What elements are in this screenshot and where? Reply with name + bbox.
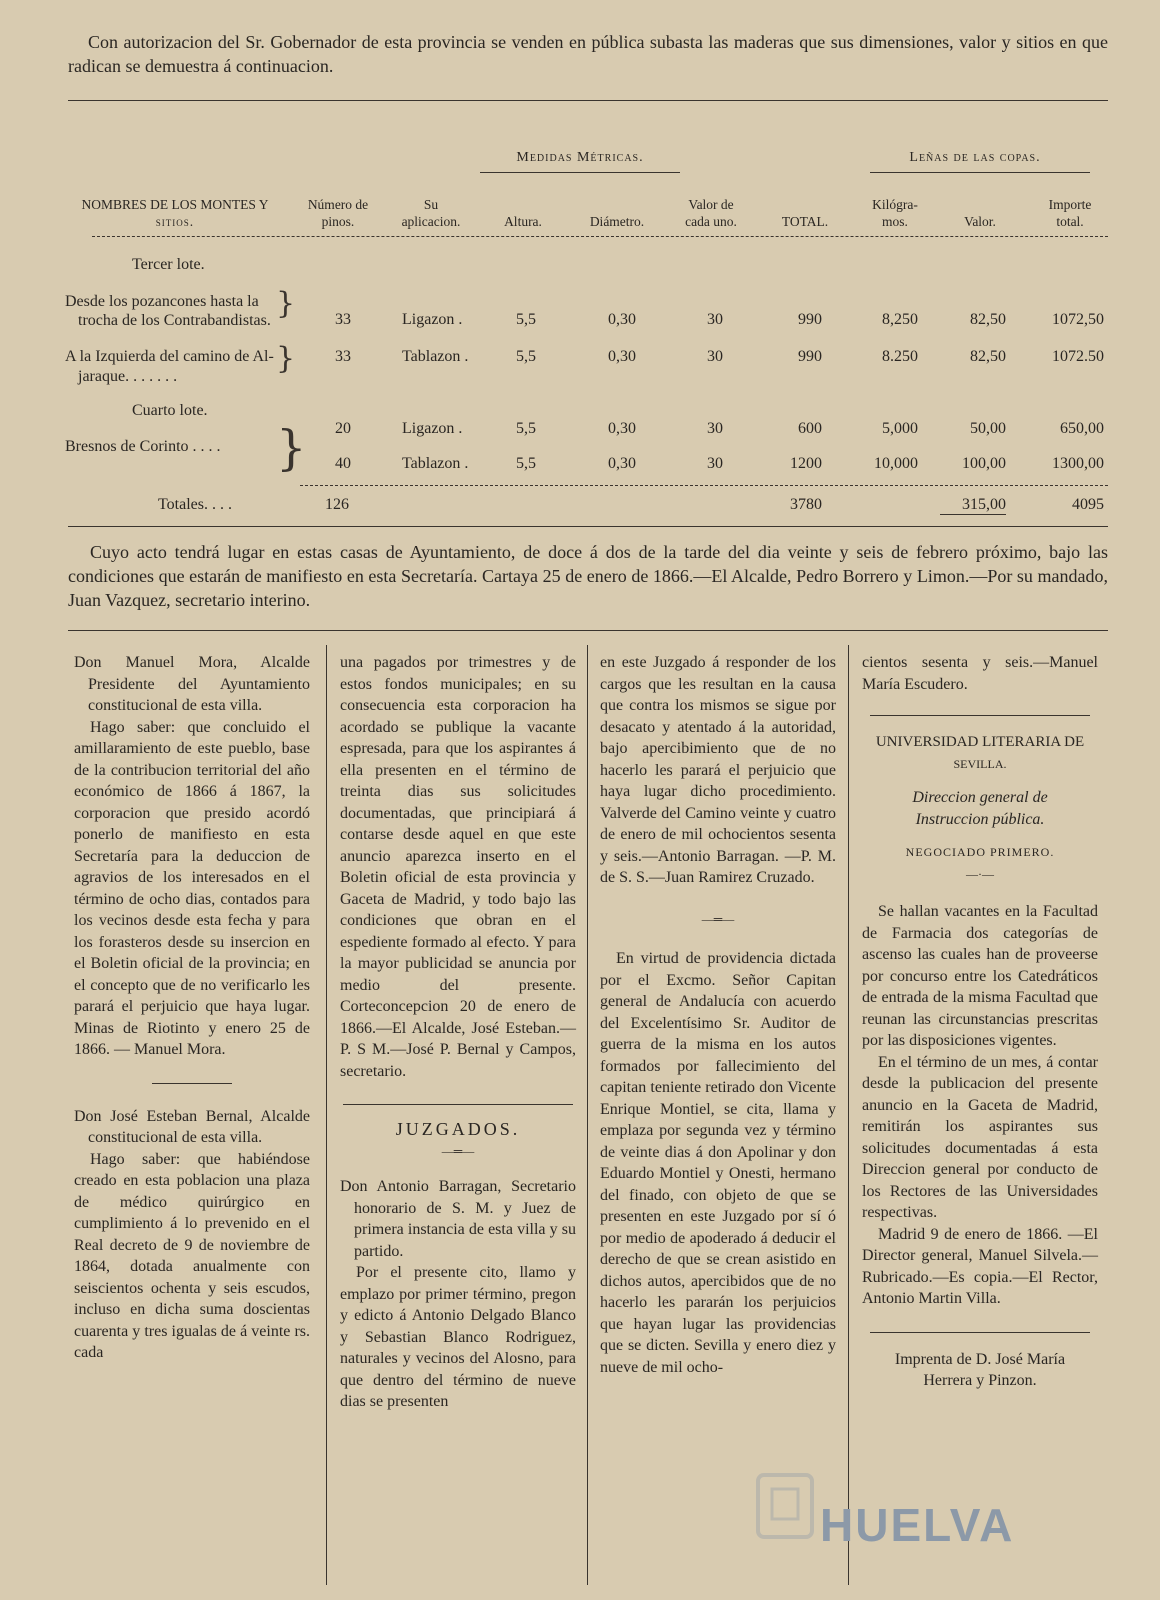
row2-valor: 30 — [707, 348, 723, 365]
edict-mora-body: Hago saber: que concluido el amillaramiento de este pueblo, base de la contribucion territorial del año económico de 1866 á 1867, la corporacion que presido acordó ponerlo de manifiesto en esta Secretaría para la deduccion de agravios de los interesados en el término de ocho dias, contados para los vecinos desde esta fecha y para los forasteros desde su insercion en el Boletin oficial de la provincia; en el concepto que de no verificarlo les parará el perjuicio que haya lugar. Minas de Riotinto y enero 25 de 1866. — Manuel Mora. — [74, 718, 310, 1058]
row1-importe: 1072,50 — [1052, 311, 1104, 328]
table-bottom-rule — [68, 526, 1108, 527]
header-importe-total: Importe total. — [1048, 197, 1092, 229]
escudero-signature: cientos sesenta y seis.—Manuel María Escudero. — [862, 654, 1098, 693]
row4-aplicacion: Tablazon . — [402, 455, 469, 472]
row3-pinos: 20 — [335, 420, 351, 437]
facultad-farmacia-body-1: Se hallan vacantes en la Facultad de Farmacia dos categorías de ascenso las cuales han de proveerse por concurso entre los Catedráticos de entrada de la misma Facultad que reunan las circunstancias prescritas por las disposiciones vigentes. — [862, 903, 1098, 1049]
column-2 — [340, 652, 576, 1413]
universidad-title: UNIVERSIDAD LITERARIA DE — [875, 734, 1085, 750]
header-aplicacion: Su aplicacion. — [401, 197, 461, 229]
header-total: TOTAL. — [781, 214, 829, 229]
header-diametro: Diámetro. — [589, 214, 645, 229]
row1-valor-lena: 82,50 — [970, 311, 1006, 328]
edict-separator — [152, 1083, 232, 1084]
juzgados-ornament: —═— — [441, 1143, 475, 1158]
row3-total: 600 — [798, 420, 822, 437]
header-underline — [92, 236, 1108, 237]
row4-total: 1200 — [790, 455, 822, 472]
section-rule — [68, 630, 1108, 631]
facultad-farmacia-body-2: En el término de un mes, á contar desde la publicacion del presente anuncio en la Gaceta de Madrid, remitirán los aspirantes sus solicitudes documentadas á esta Direccion general por conducto de los Rectores de las Universidades respectivas. — [862, 1053, 1098, 1221]
edict-ornament: —═— — [701, 911, 735, 926]
group-lenas-copas: Leñas de las copas. — [909, 150, 1041, 165]
row1-kilos: 8,250 — [882, 311, 918, 328]
row1-altura: 5,5 — [516, 311, 536, 328]
row2-diametro: 0,30 — [608, 348, 636, 365]
intro-rule — [68, 100, 1108, 101]
row4-valor: 30 — [707, 455, 723, 472]
column-3 — [600, 652, 836, 1378]
row2-valor-lena: 82,50 — [970, 348, 1006, 365]
row1-diametro: 0,30 — [608, 311, 636, 328]
universidad-city: SEVILLA. — [953, 756, 1007, 771]
column-divider-1 — [326, 645, 327, 1585]
row4-altura: 5,5 — [516, 455, 536, 472]
row1-total: 990 — [798, 311, 822, 328]
header-valor-cada-uno: Valor de cada uno. — [685, 197, 737, 229]
row4-pinos: 40 — [335, 455, 351, 472]
totals-total: 3780 — [790, 496, 822, 513]
row2-importe: 1072.50 — [1052, 348, 1104, 365]
barragan-continued: en este Juzgado á responder de los cargos que les resultan en la causa que contra los mismos se sigue por desacato y atentado á la autoridad, bajo apercibimiento que de no hacerlo les parará el perjuicio que haya lugar dicho procedimiento. Valverde del Camino veinte y cuatro de enero de mil ochocientos sesenta y seis.—Antonio Barragan. —P. M. de S. S.—Juan Ramirez Cruzado. — [600, 654, 836, 886]
lote-cuarto: Cuarto lote. — [132, 402, 208, 419]
row3-diametro: 0,30 — [608, 420, 636, 437]
row2-brace: } — [276, 341, 296, 376]
totals-valor: 315,00 — [940, 496, 1006, 515]
facultad-farmacia-signature: Madrid 9 de enero de 1866. —El Director general, Manuel Silvela.—Rubricado.—Es copia.—El Rector, Antonio Martin Villa. — [862, 1225, 1098, 1307]
header-valor-lena: Valor. — [964, 214, 996, 229]
row3-valor-lena: 50,00 — [970, 420, 1006, 437]
barragan-body: Por el presente cito, llamo y emplazo por primer término, pregon y edicto á Antonio Delgado Blanco y Sebastian Blanco Rodriguez, naturales y vecinos del Alosno, para que dentro del término de nueve dias se presenten — [340, 1264, 576, 1410]
row2-pinos: 33 — [335, 348, 351, 365]
lote-tercer: Tercer lote. — [132, 256, 205, 273]
barragan-heading: Don Antonio Barragan, Secretario honorario de S. M. y Juez de primera instancia de esta villa y su partido. — [340, 1178, 576, 1260]
juzgados-rule — [343, 1104, 573, 1105]
totals-rule — [300, 485, 1108, 486]
header-numero-pinos: Número de pinos. — [307, 197, 369, 229]
watermark-huelva: HUELVA — [820, 1499, 1015, 1551]
negociado-ornament: —·— — [966, 866, 994, 881]
row1-valor: 30 — [707, 311, 723, 328]
intro-paragraph: Con autorizacion del Sr. Gobernador de esta provincia se venden en pública subasta las maderas que sus dimensiones, valor y sitios en que radican se demuestra á continuacion. — [68, 32, 1108, 76]
header-kilogramos: Kilógra- mos. — [872, 197, 918, 229]
group-medidas-rule — [480, 172, 680, 173]
totals-importe: 4095 — [1072, 496, 1104, 513]
row2-name-line2: jaraque. . . . . . . — [78, 368, 178, 385]
row3-altura: 5,5 — [516, 420, 536, 437]
edict-bernal-body: Hago saber: que habiéndose creado en esta poblacion una plaza de médico quirúrgico en cumplimiento á lo prevenido en el Real decreto de 9 de noviembre de 1864, dotada anualmente con seiscientos ochenta y seis escudos, incluso en dicha suma doscientas cuarenta y tres igualas de á veinte rs. cada — [74, 1150, 310, 1361]
totals-pinos: 126 — [325, 496, 349, 513]
row34-brace: } — [276, 420, 307, 476]
negociado-heading: NEGOCIADO PRIMERO. — [905, 845, 1055, 859]
imprenta-line-1: Imprenta de D. José María — [894, 1350, 1066, 1368]
row3-valor: 30 — [707, 420, 723, 437]
edict-mora-heading: Don Manuel Mora, Alcalde Presidente del Ayuntamiento constitucional de esta villa. — [74, 654, 310, 714]
row1-name-line1: Desde los pozancones hasta la — [65, 293, 259, 310]
row2-kilos: 8.250 — [882, 348, 918, 365]
header-nombres: NOMBRES DE LOS MONTES Y sitios. — [81, 197, 269, 229]
closing-paragraph: Cuyo acto tendrá lugar en estas casas de Ayuntamiento, de doce á dos de la tarde del dia veinte y seis de febrero próximo, bajo las condiciones que estarán de manifiesto en esta Secretaría. Cartaya 25 de enero de 1866.—El Alcalde, Pedro Borrero y Limon.—Por su mandado, Juan Vazquez, secretario interino. — [68, 542, 1108, 610]
column-divider-3 — [848, 645, 849, 1585]
column-1 — [74, 652, 310, 1364]
row1-brace: } — [276, 286, 296, 321]
edict-bernal-continued: una pagados por trimestres y de estos fondos municipales; en su consecuencia esta corporacion ha acordado se publique la vacante espresada, para que los aspirantes á ella presenten en el término de treinta dias sus solicitudes documentadas, que principiará á contarse desde aquel en que este anuncio aparezca inserto en el Boletin oficial de esta provincia y Gaceta de Madrid, y todo bajo las condiciones que obran en el espediente formado al efecto. Y para la mayor publicidad se anuncia por medio del presente. Corteconcepcion 20 de enero de 1866.—El Alcalde, José Esteban.—P. S M.—José P. Bernal y Campos, secretario. — [340, 654, 576, 1080]
group-medidas-metricas: Medidas Métricas. — [516, 150, 644, 165]
row2-aplicacion: Tablazon . — [402, 348, 469, 365]
row3-importe: 650,00 — [1060, 420, 1104, 437]
header-altura: Altura. — [504, 214, 542, 229]
row4-diametro: 0,30 — [608, 455, 636, 472]
column-divider-2 — [587, 645, 588, 1585]
juzgados-heading: JUZGADOS. — [395, 1119, 521, 1139]
row2-altura: 5,5 — [516, 348, 536, 365]
row1-pinos: 33 — [335, 311, 351, 328]
row2-total: 990 — [798, 348, 822, 365]
direccion-general: Direccion general de Instruccion pública. — [912, 789, 1048, 828]
column-4 — [862, 652, 1098, 1392]
imprenta-line-2: Herrera y Pinzon. — [923, 1372, 1037, 1389]
row4-importe: 1300,00 — [1052, 455, 1104, 472]
group-lenas-rule — [870, 172, 1090, 173]
row3-name: Bresnos de Corinto . . . . — [65, 438, 221, 455]
row2-name-line1: A la Izquierda del camino de Al- — [65, 348, 274, 365]
totals-label: Totales. . . . — [158, 496, 232, 513]
row3-aplicacion: Ligazon . — [402, 420, 463, 437]
row4-kilos: 10,000 — [874, 455, 918, 472]
edict-bernal-heading: Don José Esteban Bernal, Alcalde constitucional de esta villa. — [74, 1107, 310, 1146]
imprenta-rule — [870, 1332, 1090, 1333]
row1-name-line2: trocha de los Contrabandistas. — [78, 312, 271, 329]
capitan-general-body: En virtud de providencia dictada por el Excmo. Señor Capitan general de Andalucía con acuerdo del Excelentísimo Sr. Auditor de guerra de la misma en los autos formados por fallecimiento del capitan teniente retirado don Vicente Enrique Montiel, se cita, llama y emplaza por segunda vez y término de veinte dias á don Apolinar y don Eduardo Montiel y Onesti, hermano del finado, con objeto de que se presenten en este Juzgado por sí ó por medio de apoderado á deducir el derecho de que se crean asistido en dichos autos, apercibidos que de no hacerlo les pararán los perjuicios que hayan lugar las providencias que se dicten. Sevilla y enero diez y nueve de mil ocho- — [600, 950, 836, 1376]
row1-aplicacion: Ligazon . — [402, 311, 463, 328]
row3-kilos: 5,000 — [882, 420, 918, 437]
universidad-rule — [870, 715, 1090, 716]
row4-valor-lena: 100,00 — [962, 455, 1006, 472]
